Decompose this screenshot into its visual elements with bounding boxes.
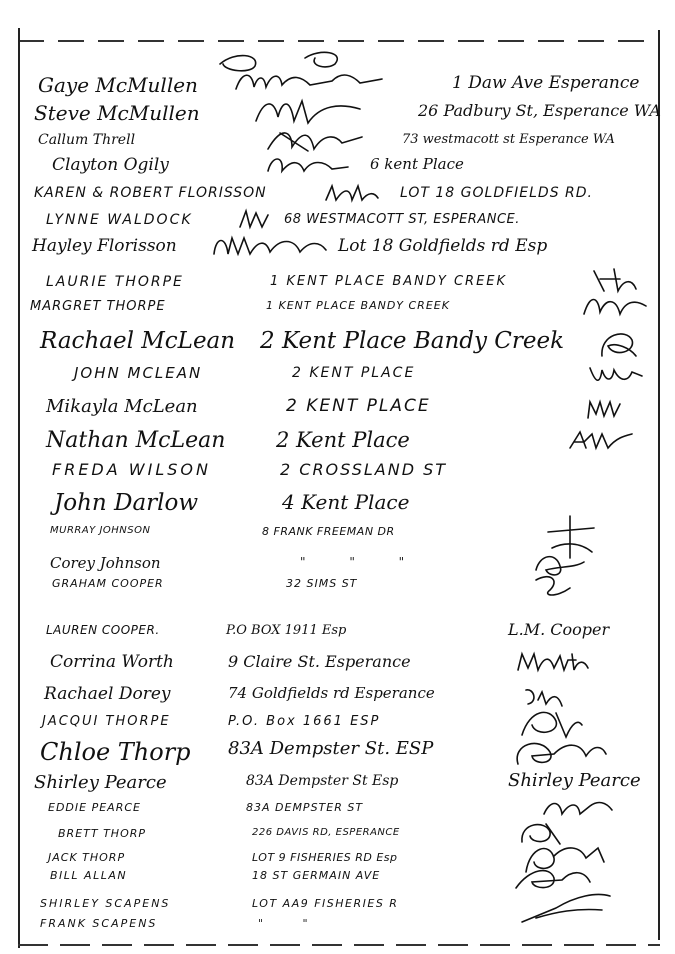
signer-address: 8 FRANK FREEMAN DR — [262, 525, 395, 538]
signer-address: 226 DAVIS RD, ESPERANCE — [252, 827, 400, 838]
signer-address: 83A Dempster St Esp — [246, 773, 399, 789]
handwritten-signature — [210, 232, 330, 260]
signer-name: Hayley Florisson — [32, 236, 177, 256]
signer-address: LOT AA9 FISHERIES R — [252, 897, 399, 910]
signer-name: SHIRLEY SCAPENS — [40, 897, 171, 910]
signer-address: 68 WESTMACOTT ST, ESPERANCE. — [284, 212, 520, 227]
signer-address: 83A DEMPSTER ST — [246, 801, 364, 814]
right-border — [658, 30, 660, 940]
signer-address: 32 SIMS ST — [286, 577, 358, 590]
signer-name: LAURIE THORPE — [46, 274, 184, 290]
signer-address: 2 KENT PLACE — [286, 396, 431, 416]
signer-address: 2 Kent Place Bandy Creek — [260, 328, 565, 354]
signer-address: 1 Daw Ave Esperance — [452, 73, 640, 93]
top-border — [18, 40, 660, 42]
signer-name: Shirley Pearce — [34, 772, 167, 793]
signer-name: JACQUI THORPE — [42, 714, 171, 729]
handwritten-signature — [514, 650, 594, 676]
handwritten-signature — [510, 736, 610, 770]
signer-name: Callum Threll — [38, 132, 136, 148]
signer-address: 26 Padbury St, Esperance WA — [418, 101, 661, 120]
handwritten-signature — [584, 398, 624, 420]
signer-name: KAREN & ROBERT FLORISSON — [34, 185, 267, 201]
bottom-border — [18, 944, 660, 946]
signer-address: Lot 18 Goldfields rd Esp — [338, 236, 548, 256]
handwritten-signature — [322, 182, 382, 206]
signer-name: John Darlow — [54, 490, 199, 516]
signer-address: 74 Goldfields rd Esperance — [228, 684, 435, 702]
signer-name: MURRAY JOHNSON — [50, 525, 151, 536]
signer-name: FREDA WILSON — [52, 460, 211, 479]
signer-address: " " " — [300, 555, 425, 569]
signer-name: MARGRET THORPE — [30, 299, 166, 314]
signer-address: 2 KENT PLACE — [292, 365, 416, 381]
handwritten-signature: L.M. Cooper — [508, 620, 610, 639]
signer-name: BRETT THORP — [58, 827, 146, 840]
signer-name: LAUREN COOPER. — [46, 623, 160, 637]
handwritten-signature — [540, 796, 620, 820]
signer-name: LYNNE WALDOCK — [46, 212, 193, 228]
signer-address: 1 KENT PLACE BANDY CREEK — [270, 274, 508, 289]
signer-name: Mikayla McLean — [46, 396, 198, 417]
signer-address: 83A Dempster St. ESP — [228, 738, 434, 759]
signer-address: 1 KENT PLACE BANDY CREEK — [266, 299, 450, 312]
handwritten-signature: Shirley Pearce — [508, 770, 641, 791]
signer-name: Nathan McLean — [46, 428, 226, 453]
handwritten-signature — [596, 326, 642, 362]
signer-address: 18 ST GERMAIN AVE — [252, 869, 381, 882]
handwritten-signature — [580, 292, 650, 320]
signer-address: P.O BOX 1911 Esp — [226, 623, 347, 638]
handwritten-signature — [516, 888, 616, 928]
signer-name: Rachael McLean — [40, 328, 236, 354]
signer-address: 9 Claire St. Esperance — [228, 652, 411, 671]
signer-name: Corey Johnson — [50, 554, 161, 572]
signer-name: Corrina Worth — [50, 652, 174, 672]
signer-name: JOHN MCLEAN — [74, 364, 203, 382]
signer-name: EDDIE PEARCE — [48, 801, 141, 814]
signer-address: 2 CROSSLAND ST — [280, 460, 448, 479]
handwritten-signature — [586, 362, 646, 388]
handwritten-signature — [262, 153, 352, 179]
signer-name: GRAHAM COOPER — [52, 577, 164, 590]
handwritten-signature — [590, 265, 640, 295]
signer-name: JACK THORP — [48, 851, 126, 864]
signer-address: LOT 9 FISHERIES RD Esp — [252, 851, 398, 864]
signer-name: Chloe Thorp — [40, 738, 191, 766]
handwritten-signature — [236, 207, 276, 231]
signer-name: Clayton Ogily — [52, 155, 169, 175]
handwritten-signature — [566, 428, 636, 452]
signer-name: BILL ALLAN — [50, 869, 128, 882]
signer-name: Steve McMullen — [34, 101, 200, 125]
signer-address: LOT 18 GOLDFIELDS RD. — [400, 185, 594, 201]
signer-address: P.O. Box 1661 ESP — [228, 714, 381, 729]
signer-name: Rachael Dorey — [44, 684, 171, 704]
signer-address: 4 Kent Place — [282, 490, 410, 514]
signer-name: FRANK SCAPENS — [40, 917, 158, 930]
signer-address: 73 westmacott st Esperance WA — [402, 132, 615, 147]
handwritten-signature — [250, 95, 370, 129]
signer-name: Gaye McMullen — [38, 73, 198, 97]
signer-address: 2 Kent Place — [276, 428, 410, 452]
handwritten-signature — [530, 572, 580, 598]
left-border — [18, 28, 20, 948]
signer-address: 6 kent Place — [370, 155, 464, 173]
signer-address: " " — [258, 917, 326, 930]
